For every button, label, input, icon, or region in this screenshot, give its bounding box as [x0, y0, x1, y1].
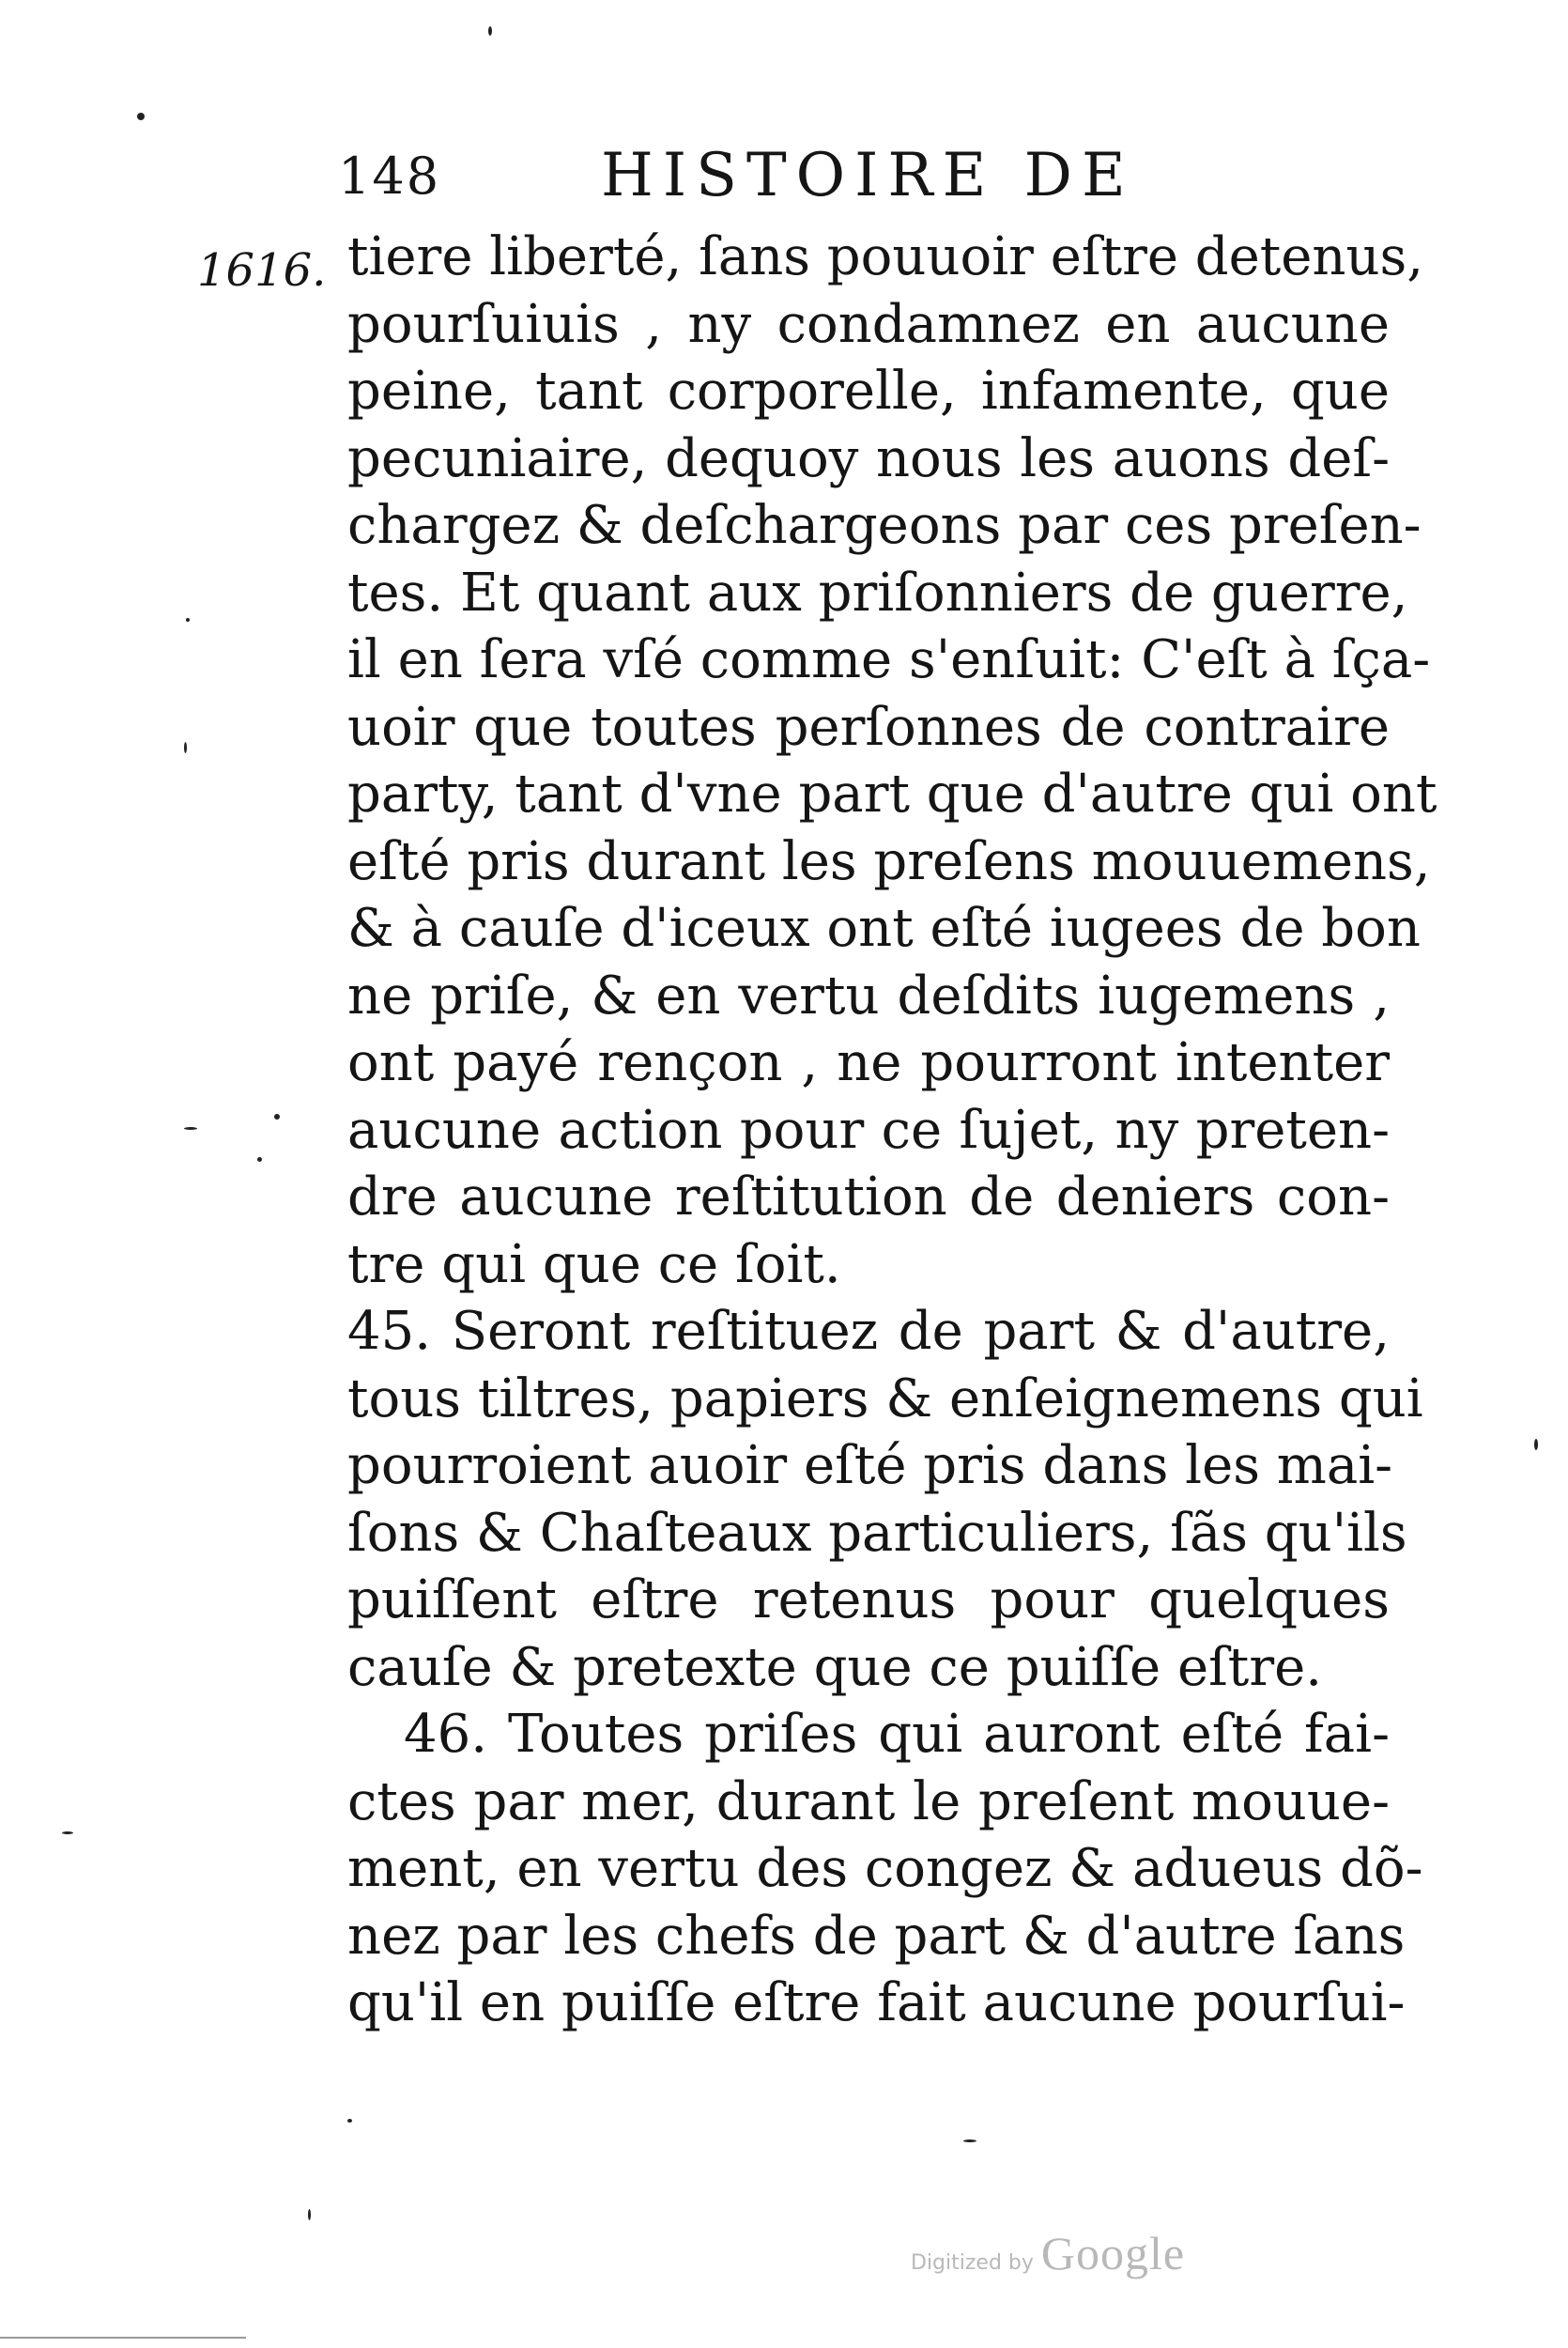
watermark-prefix: Digitized by — [911, 2251, 1034, 2275]
digitized-watermark — [911, 2226, 1185, 2282]
text-line: pecuniaire, dequoy nous les auons deſ- — [347, 427, 1390, 489]
text-line: & à cauſe d'iceux ont eſté iugees de bon — [347, 898, 1421, 959]
page-number: 148 — [338, 147, 441, 206]
scan-speck — [488, 26, 492, 36]
scan-speck — [274, 1114, 280, 1120]
text-line: tiere liberté, ſans pouuoir eſtre detenus, — [347, 226, 1424, 287]
scan-speck — [308, 2209, 311, 2220]
text-line: ſons & Chaſteaux particuliers, ſãs qu'ils — [347, 1502, 1407, 1564]
article-46-first-line: 46. Toutes priſes qui auront eſté fai- — [404, 1704, 1390, 1765]
scan-speck — [62, 1831, 73, 1834]
text-line: ment, en vertu des congez & adueus dõ- — [347, 1838, 1423, 1899]
scan-speck — [184, 1127, 197, 1130]
text-line: dre aucune reſtitution de deniers con- — [347, 1166, 1390, 1228]
text-line: tes. Et quant aux priſonniers de guerre, — [347, 562, 1408, 624]
google-logo: Google — [1040, 2227, 1186, 2279]
text-line: nez par les chefs de part & d'autre ſans — [347, 1905, 1406, 1967]
text-line: qu'il en puiſſe eſtre fait aucune pourſui- — [347, 1972, 1406, 2033]
scan-speck — [257, 1157, 262, 1162]
text-line: pourroient auoir eſté pris dans les mai- — [347, 1435, 1393, 1496]
scan-speck — [184, 742, 187, 753]
text-line: puiſſent eſtre retenus pour quelques — [347, 1569, 1390, 1630]
text-line: eſté pris durant les preſens mouuemens, — [347, 830, 1431, 892]
running-head — [338, 141, 1390, 216]
text-line: ctes par mer, durant le preſent mouue- — [347, 1770, 1390, 1832]
scan-edge-line — [0, 2337, 246, 2339]
text-line: il en ſera vſé comme s'enſuit: C'eſt à ſça- — [347, 629, 1431, 690]
text-block — [347, 224, 1437, 2037]
text-line: tous tiltres, papiers & enſeignemens qui — [347, 1367, 1423, 1429]
article-45-first-line: 45. Seront reſtituez de part & d'autre, — [347, 1301, 1390, 1362]
running-title: HISTOIRE DE — [601, 141, 1135, 210]
text-line: aucune action pour ce ſujet, ny preten- — [347, 1099, 1390, 1161]
scan-speck — [186, 618, 190, 622]
scan-speck — [347, 2119, 352, 2123]
text-line: ne priſe, & en vertu deſdits iugemens , — [347, 965, 1390, 1027]
text-line: uoir que toutes perſonnes de contraire — [347, 696, 1390, 758]
text-line: pourſuiuis , ny condamnez en aucune — [347, 293, 1390, 355]
text-line: peine, tant corporelle, infamente, que — [347, 361, 1390, 422]
text-line: ont payé rençon , ne pourront intenter — [347, 1032, 1390, 1093]
text-line: party, tant d'vne part que d'autre qui ont — [347, 764, 1437, 825]
scan-speck — [1534, 1439, 1538, 1450]
scan-speck — [963, 2139, 976, 2142]
text-line: cauſe & pretexte que ce puiſſe eſtre. — [347, 1636, 1323, 1698]
text-line: chargez & deſchargeons par ces preſen- — [347, 495, 1422, 556]
scan-speck — [137, 113, 145, 120]
text-line: tre qui que ce ſoit. — [347, 1233, 841, 1295]
margin-year-note: 1616. — [197, 244, 327, 297]
